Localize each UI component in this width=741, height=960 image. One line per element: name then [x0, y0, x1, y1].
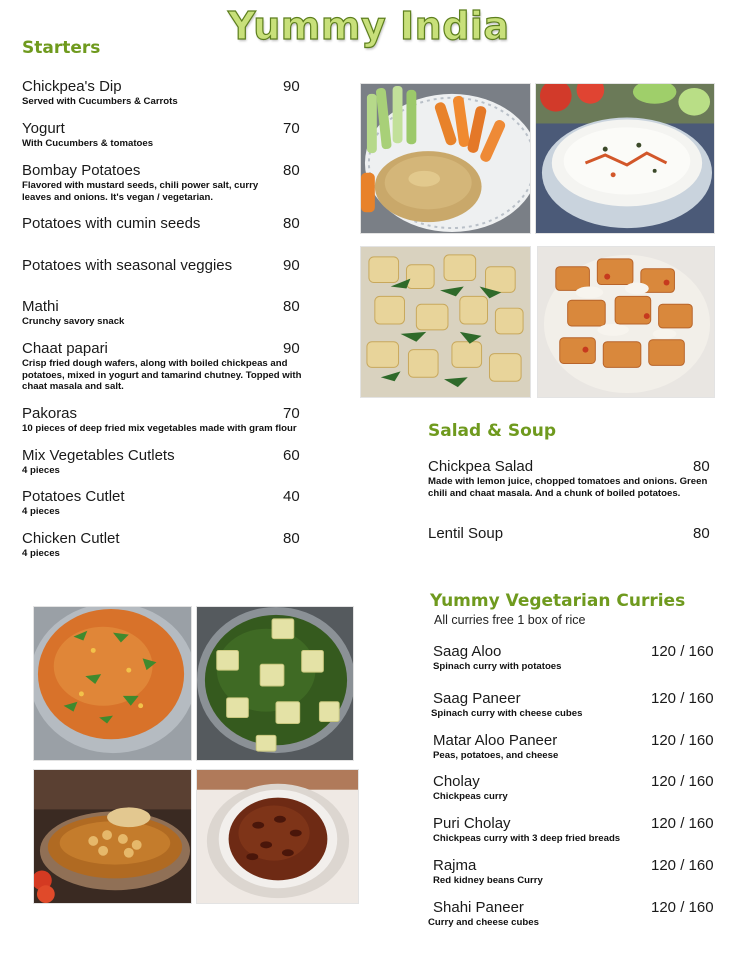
curries-heading: Yummy Vegetarian Curries	[430, 591, 686, 611]
item-description: Peas, potatoes, and cheese	[433, 750, 559, 761]
yogurt-raita-photo	[535, 83, 715, 234]
item-description: Spinach curry with cheese cubes	[431, 708, 583, 719]
item-price: 40	[283, 488, 300, 505]
item-name: Potatoes Cutlet	[22, 488, 125, 505]
item-name: Mix Vegetables Cutlets	[22, 447, 175, 464]
item-price: 80	[283, 530, 300, 547]
item-name: Chaat papari	[22, 340, 108, 357]
menu-item-potatoes-cutlet	[22, 488, 342, 518]
item-description: Chickpeas curry with 3 deep fried breads	[433, 833, 621, 844]
item-name: Mathi	[22, 298, 59, 315]
item-name: Shahi Paneer	[433, 899, 524, 916]
menu-item-bombay-potatoes	[22, 162, 300, 203]
item-price: 90	[283, 340, 300, 357]
item-price: 60	[283, 447, 300, 464]
item-description: Crunchy savory snack	[22, 316, 125, 327]
menu-item-yogurt	[22, 120, 342, 150]
item-name: Lentil Soup	[428, 525, 504, 542]
curries-subtitle: All curries free 1 box of rice	[434, 613, 586, 627]
item-description: Flavored with mustard seeds, chili power salt, curry leaves and onions. It's vegan / vegetarian.	[22, 180, 259, 203]
item-description: Made with lemon juice, chopped tomatoes and onions. Green chili and chaat masala. And a chunk of boiled potatoes.	[428, 476, 708, 499]
menu-item-cholay	[433, 773, 718, 803]
item-price: 120 / 160	[651, 899, 714, 916]
item-name: Rajma	[433, 857, 477, 874]
cholay-photo	[33, 769, 192, 904]
menu-item-pakoras	[22, 405, 342, 435]
menu-item-shahi-paneer	[428, 899, 718, 929]
item-description: 4 pieces	[22, 465, 60, 476]
item-description: Curry and cheese cubes	[428, 917, 539, 928]
item-price: 120 / 160	[651, 690, 714, 707]
item-name: Yogurt	[22, 120, 65, 137]
menu-item-chaat-papari	[22, 340, 322, 393]
item-description: Served with Cucumbers & Carrots	[22, 96, 178, 107]
salad-soup-heading: Salad & Soup	[428, 421, 557, 441]
item-price: 120 / 160	[651, 857, 714, 874]
menu-item-puri-cholay	[433, 815, 718, 845]
chaat-papari-photo	[537, 246, 715, 398]
saag-paneer-photo	[196, 606, 354, 761]
item-name: Pakoras	[22, 405, 78, 422]
item-description: 4 pieces	[22, 548, 60, 559]
menu-item-mathi	[22, 298, 342, 328]
menu-item-mix-veg-cutlets	[22, 447, 342, 477]
starters-heading: Starters	[22, 38, 101, 58]
menu-item-potatoes-cumin	[22, 215, 342, 232]
item-price: 80	[693, 458, 710, 475]
item-description: With Cucumbers & tomatoes	[22, 138, 154, 149]
restaurant-title: Yummy India	[228, 4, 510, 48]
dal-curry-photo	[33, 606, 192, 761]
item-price: 80	[283, 215, 300, 232]
item-price: 90	[283, 78, 300, 95]
item-name: Chickpea Salad	[428, 458, 534, 475]
menu-item-chickpeas-dip	[22, 78, 342, 108]
item-name: Potatoes with cumin seeds	[22, 215, 201, 232]
item-name: Saag Aloo	[433, 643, 502, 660]
item-price: 90	[283, 257, 300, 274]
item-name: Puri Cholay	[433, 815, 511, 832]
item-price: 80	[283, 162, 300, 179]
item-name: Potatoes with seasonal veggies	[22, 257, 233, 274]
rajma-photo	[196, 769, 359, 904]
menu-item-chicken-cutlet	[22, 530, 342, 560]
menu-item-lentil-soup	[428, 525, 713, 542]
item-description: 10 pieces of deep fried mix vegetables made with gram flour	[22, 423, 297, 434]
item-price: 80	[693, 525, 710, 542]
cumin-potatoes-photo	[360, 246, 531, 398]
item-description: Red kidney beans Curry	[433, 875, 543, 886]
item-name: Chickpea's Dip	[22, 78, 122, 95]
item-price: 70	[283, 405, 300, 422]
item-name: Cholay	[433, 773, 480, 790]
item-description: Spinach curry with potatoes	[433, 661, 562, 672]
item-price: 120 / 160	[651, 815, 714, 832]
hummus-photo	[360, 83, 531, 234]
item-description: 4 pieces	[22, 506, 60, 517]
item-name: Bombay Potatoes	[22, 162, 141, 179]
menu-item-saag-aloo	[433, 643, 718, 673]
menu-item-chickpea-salad	[428, 458, 713, 499]
item-price: 70	[283, 120, 300, 137]
item-description: Chickpeas curry	[433, 791, 508, 802]
item-description: Crisp fried dough wafers, along with boiled chickpeas and potatoes, mixed in yogurt and tamarind chutney. Topped with chaat masala and salt.	[22, 358, 302, 392]
menu-item-rajma	[433, 857, 718, 887]
item-name: Matar Aloo Paneer	[433, 732, 558, 749]
item-price: 120 / 160	[651, 773, 714, 790]
item-name: Saag Paneer	[433, 690, 521, 707]
menu-item-saag-paneer	[433, 690, 718, 720]
menu-item-potatoes-veggies	[22, 257, 342, 274]
item-name: Chicken Cutlet	[22, 530, 120, 547]
item-price: 120 / 160	[651, 732, 714, 749]
menu-item-matar-aloo-paneer	[433, 732, 718, 762]
item-price: 80	[283, 298, 300, 315]
item-price: 120 / 160	[651, 643, 714, 660]
